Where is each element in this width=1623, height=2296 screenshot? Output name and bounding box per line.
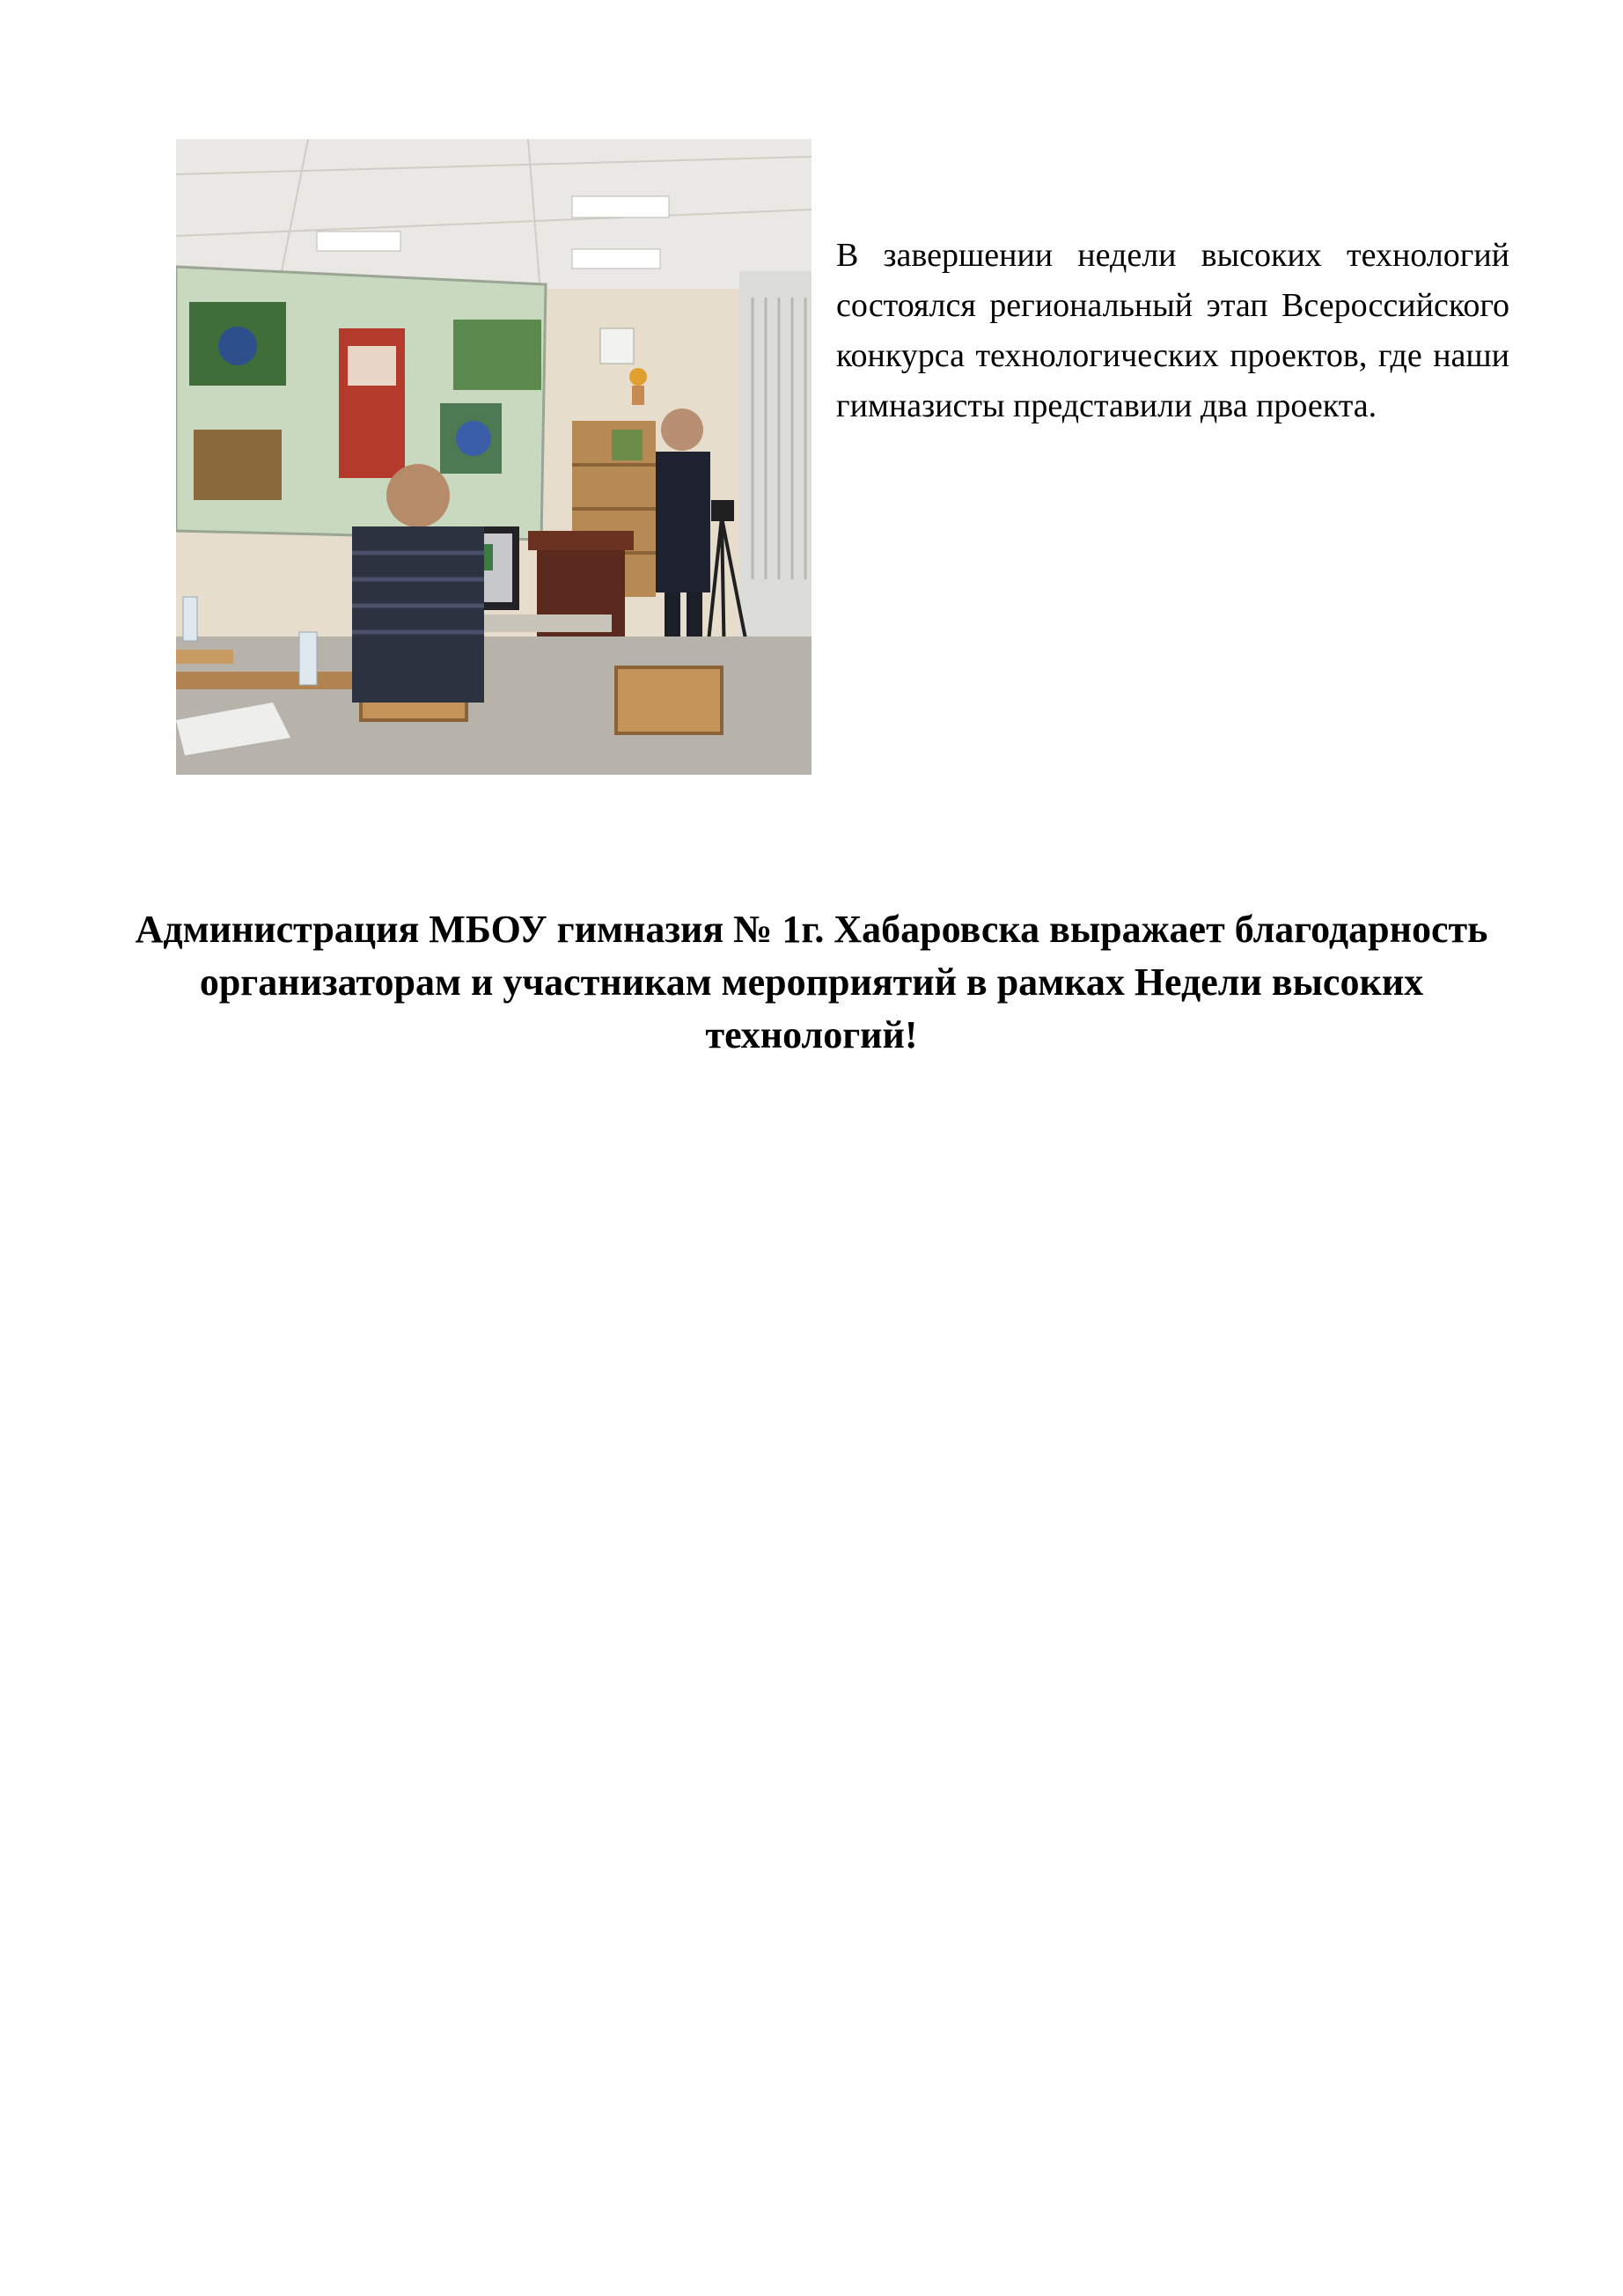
presentation-photo	[176, 139, 812, 775]
classroom-presentation-photo-icon	[176, 139, 812, 775]
closing-message: Администрация МБОУ гимназия № 1г. Хабаровска выражает благодарность организаторам и участникам мероприятий в рамках Недели высоких технологий!	[135, 908, 1488, 1056]
intro-paragraph: В завершении недели высоких технологий состоялся региональный этап Всероссийского конкурса технологических проектов, где наши гимназисты представили два проекта.	[836, 237, 1509, 424]
